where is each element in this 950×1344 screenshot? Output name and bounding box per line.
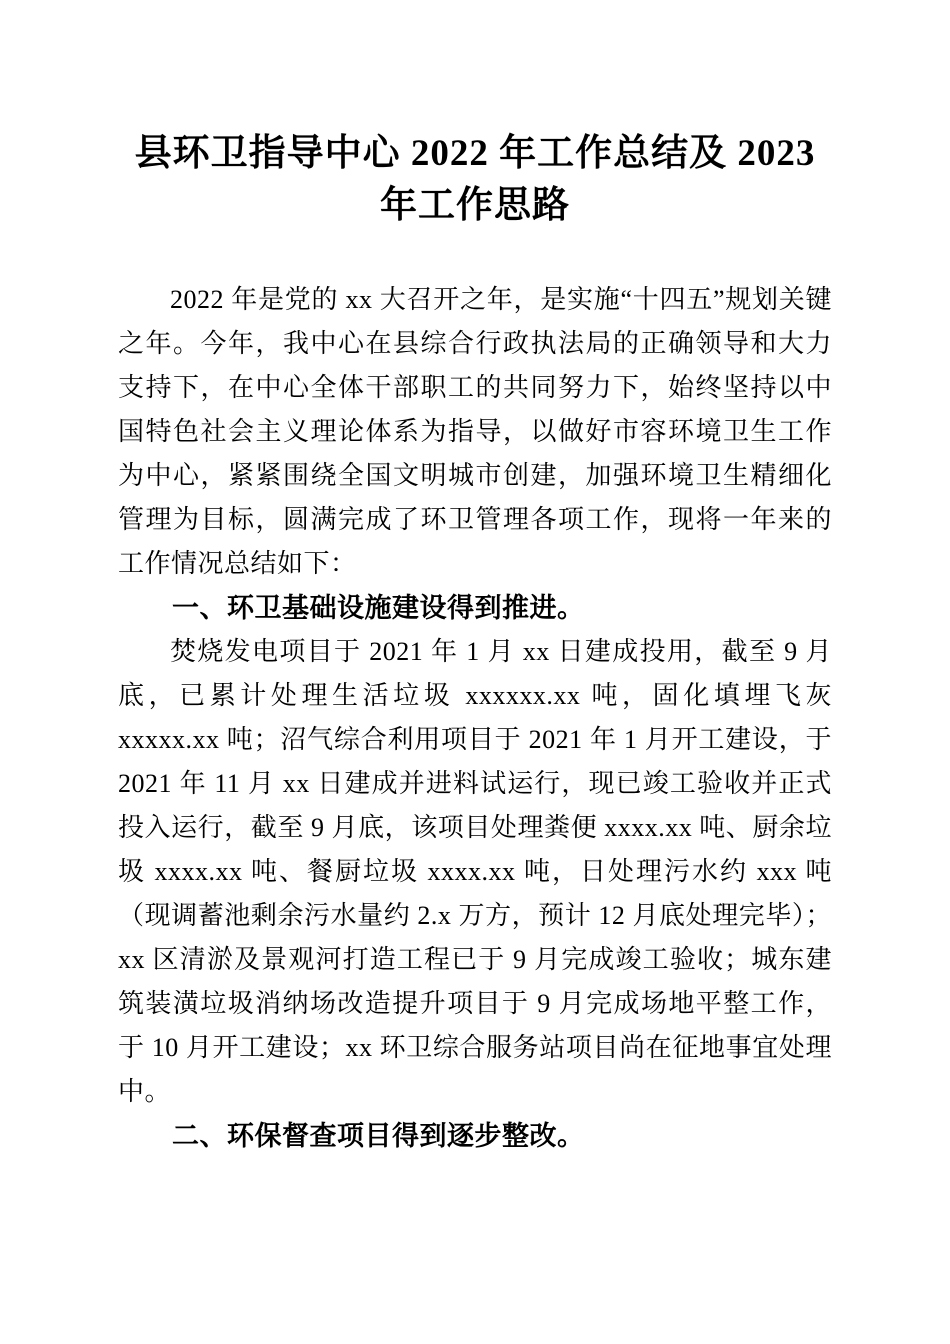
paragraph: 2022 年是党的 xx 大召开之年，是实施“十四五”规划关键之年。今年，我中心在县综合行政执法局的正确领导和大力支持下，在中心全体干部职工的共同努力下，始终坚持以中国特色社会主义理论体系为指导，以做好市容环境卫生工作为中心，紧紧围绕全国文明城市创建，加强环境卫生精细化管理为目标，圆满完成了环卫管理各项工作，现将一年来的工作情况总结如下： xyxy=(118,285,832,578)
document-content xyxy=(118,128,832,1158)
document-title: 县环卫指导中心 2022 年工作总结及 2023 年工作思路 xyxy=(134,133,816,226)
section-heading: 二、环保督查项目得到逐步整改。 xyxy=(172,1121,585,1151)
document-body xyxy=(118,278,832,1158)
paragraph: 焚烧发电项目于 2021 年 1 月 xx 日建成投用，截至 9 月底，已累计处理生活垃圾 xxxxxx.xx 吨，固化填埋飞灰 xxxxx.xx 吨；沼气综合利用项目于 2021 年 1 月开工建设，于 2021 年 11 月 xx 日建成并进料试运行，现已竣工验收并正式投入运行，截至 9 月底，该项目处理粪便 xxxx.xx 吨、厨余垃圾 xxxx.xx 吨、餐厨垃圾 xxxx.xx 吨，日处理污水约 xxx 吨（现调蓄池剩余污水量约 2.x 万方，预计 12 月底处理完毕）；xx 区清淤及景观河打造工程已于 9 月完成竣工验收；城东建筑装潢垃圾消纳场改造提升项目于 9 月完成场地平整工作，于 10 月开工建设；xx 环卫综合服务站项目尚在征地事宜处理中。 xyxy=(118,637,832,1106)
section-heading: 一、环卫基础设施建设得到推进。 xyxy=(172,593,585,623)
